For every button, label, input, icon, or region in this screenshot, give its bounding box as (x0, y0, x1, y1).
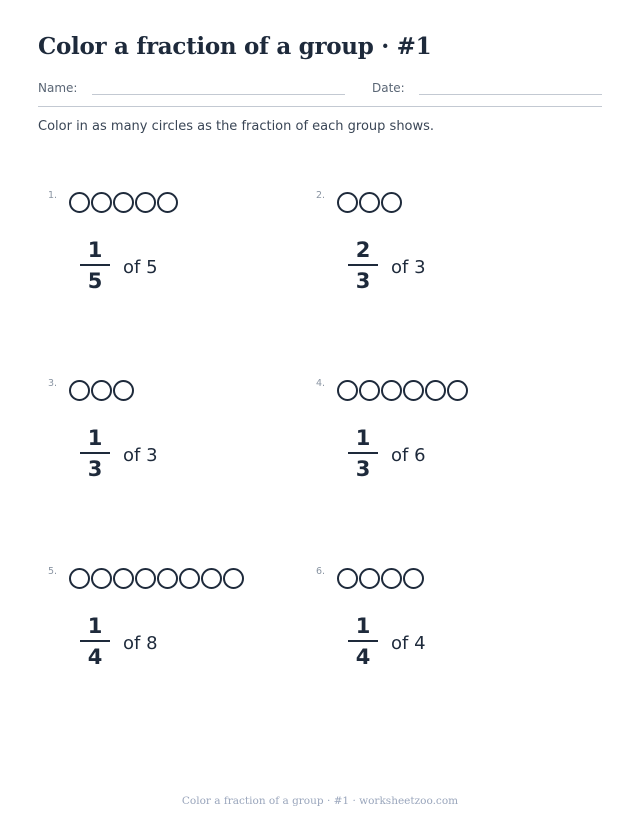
fraction-denominator: 3 (355, 457, 371, 481)
fraction-numerator: 1 (87, 238, 103, 262)
problem-number: 3. (48, 378, 58, 389)
circle-group (337, 568, 425, 589)
of-text: of 3 (123, 445, 158, 466)
fraction (348, 426, 378, 481)
circle[interactable] (157, 192, 178, 213)
of-text: of 4 (391, 633, 426, 654)
circle[interactable] (69, 192, 90, 213)
circle[interactable] (91, 568, 112, 589)
circle[interactable] (135, 568, 156, 589)
problem-number: 1. (48, 190, 58, 201)
fraction-bar (348, 264, 378, 266)
circle[interactable] (91, 380, 112, 401)
fraction (348, 238, 378, 293)
circle[interactable] (179, 568, 200, 589)
of-text: of 3 (391, 257, 426, 278)
fraction-bar (348, 640, 378, 642)
fraction-numerator: 2 (355, 238, 371, 262)
of-text: of 5 (123, 257, 158, 278)
fraction (80, 614, 110, 669)
circle[interactable] (337, 568, 358, 589)
header-divider (38, 106, 602, 107)
circle-group (69, 380, 135, 401)
fraction-bar (80, 640, 110, 642)
circle[interactable] (337, 192, 358, 213)
circle[interactable] (359, 192, 380, 213)
problem-number: 6. (316, 566, 326, 577)
circle[interactable] (359, 380, 380, 401)
instructions: Color in as many circles as the fraction of each group shows. (38, 119, 435, 134)
footer: Color a fraction of a group · #1 · worksheetzoo.com (181, 795, 459, 807)
circle[interactable] (135, 192, 156, 213)
of-text: of 8 (123, 633, 158, 654)
fraction-denominator: 3 (355, 269, 371, 293)
circle-group (69, 192, 179, 213)
circle[interactable] (69, 568, 90, 589)
date-label: Date: (372, 81, 405, 95)
fraction (348, 614, 378, 669)
fraction-bar (80, 452, 110, 454)
fraction (80, 238, 110, 293)
circle[interactable] (91, 192, 112, 213)
page-title: Color a fraction of a group · #1 (38, 33, 432, 60)
circle[interactable] (223, 568, 244, 589)
fraction-denominator: 4 (355, 645, 371, 669)
of-text: of 6 (391, 445, 426, 466)
problem-number: 5. (48, 566, 58, 577)
problem-2 (316, 188, 576, 338)
circle[interactable] (157, 568, 178, 589)
circle[interactable] (359, 568, 380, 589)
circle[interactable] (113, 568, 134, 589)
circle[interactable] (381, 380, 402, 401)
fraction-bar (348, 452, 378, 454)
problem-number: 2. (316, 190, 326, 201)
circle[interactable] (201, 568, 222, 589)
circle[interactable] (113, 380, 134, 401)
circle[interactable] (447, 380, 468, 401)
circle[interactable] (381, 568, 402, 589)
circle[interactable] (113, 192, 134, 213)
problem-3 (48, 376, 308, 526)
circle-group (69, 568, 245, 589)
problem-1 (48, 188, 308, 338)
fraction-bar (80, 264, 110, 266)
name-field[interactable] (92, 94, 345, 95)
circle-group (337, 380, 469, 401)
circle[interactable] (403, 568, 424, 589)
fraction-denominator: 4 (87, 645, 103, 669)
fraction-numerator: 1 (87, 426, 103, 450)
circle[interactable] (381, 192, 402, 213)
fraction-denominator: 3 (87, 457, 103, 481)
circle[interactable] (425, 380, 446, 401)
fraction-numerator: 1 (355, 614, 371, 638)
name-label: Name: (38, 81, 78, 95)
fraction-denominator: 5 (87, 269, 103, 293)
problem-5 (48, 564, 308, 714)
circle[interactable] (403, 380, 424, 401)
fraction-numerator: 1 (355, 426, 371, 450)
fraction-numerator: 1 (87, 614, 103, 638)
circle-group (337, 192, 403, 213)
problem-4 (316, 376, 576, 526)
date-field[interactable] (419, 94, 602, 95)
problem-number: 4. (316, 378, 326, 389)
circle[interactable] (69, 380, 90, 401)
fraction (80, 426, 110, 481)
problem-6 (316, 564, 576, 714)
circle[interactable] (337, 380, 358, 401)
